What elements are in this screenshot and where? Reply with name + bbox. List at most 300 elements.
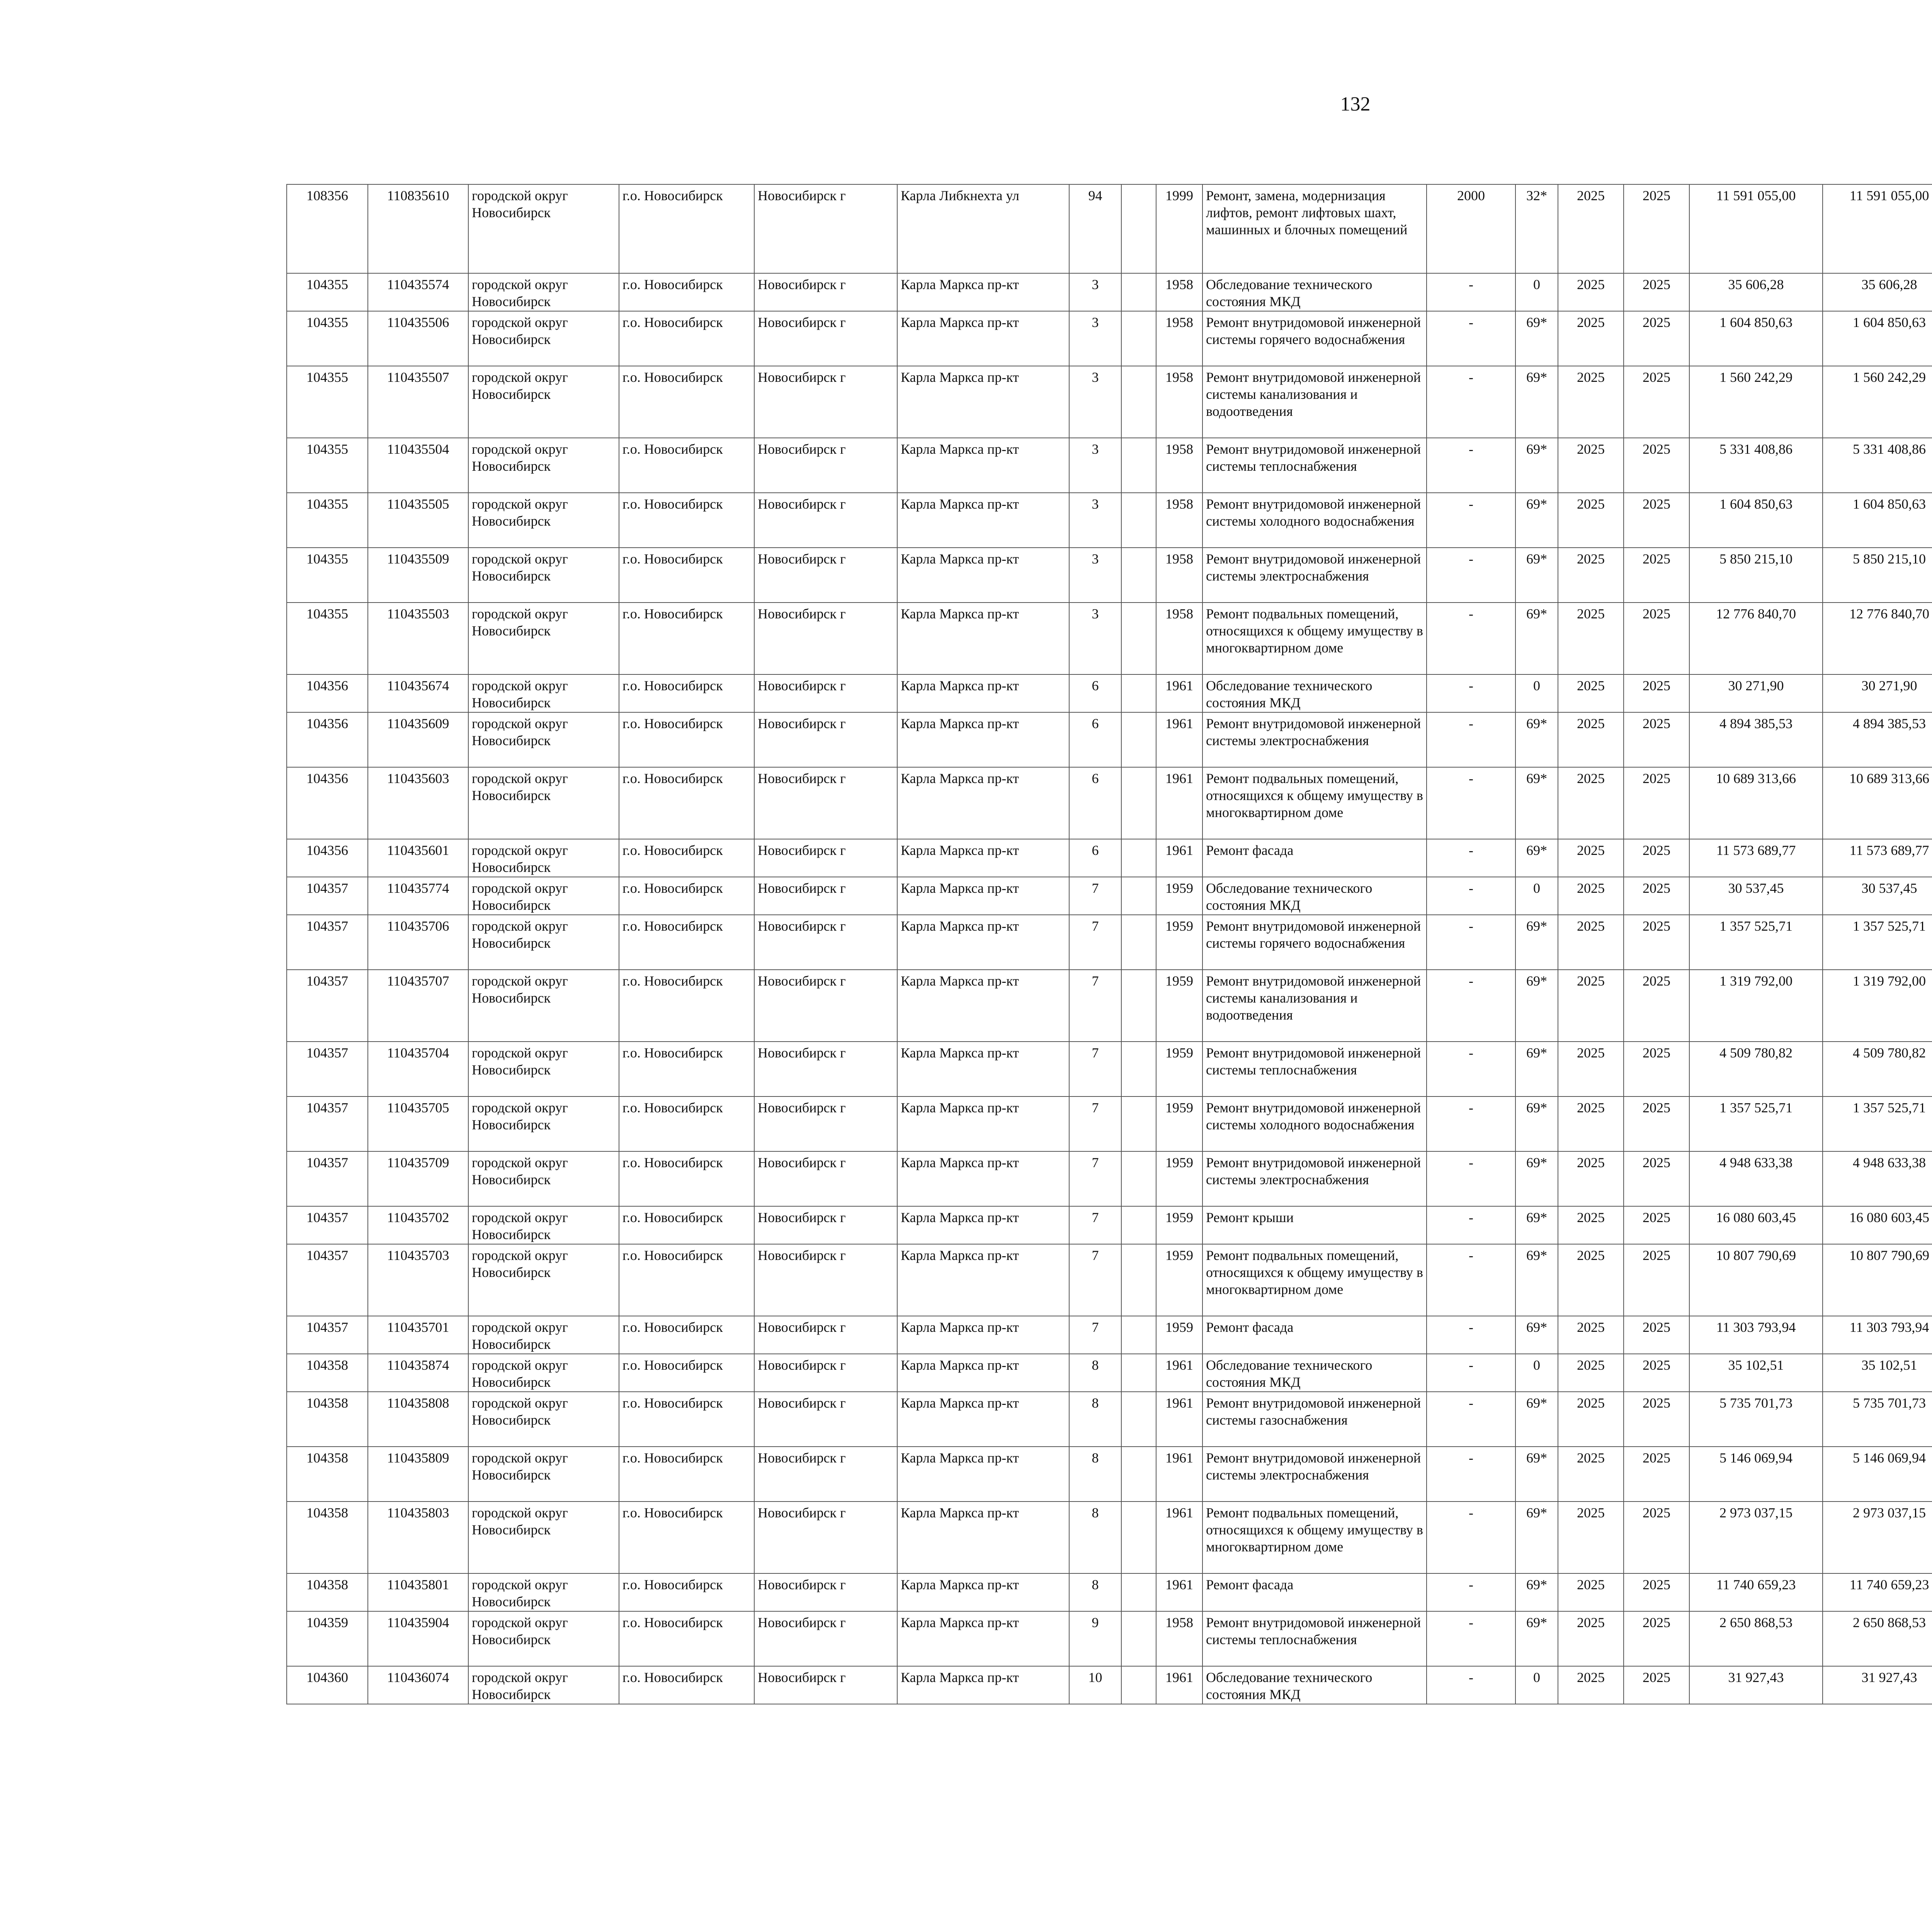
block-cell (1121, 184, 1156, 273)
total-cost-cell: 1 604 850,63 (1689, 311, 1823, 366)
plan-year-to-cell: 2025 (1624, 839, 1689, 877)
wear-percent-cell: 69* (1515, 970, 1558, 1042)
municipality-cell: городской округ Новосибирск (468, 1096, 619, 1151)
house-number-cell: 7 (1069, 915, 1121, 970)
fund-cost-cell: 10 689 313,66 (1823, 767, 1932, 839)
house-number-cell: 6 (1069, 712, 1121, 767)
city-cell: Новосибирск г (754, 839, 897, 877)
build-year-cell: 1961 (1156, 839, 1202, 877)
municipality-cell: городской округ Новосибирск (468, 273, 619, 311)
table-row (287, 1611, 1932, 1666)
work-type-cell: Ремонт внутридомовой инженерной системы холодного водоснабжения (1202, 1096, 1427, 1151)
build-year-cell: 1958 (1156, 493, 1202, 548)
house-number-cell: 7 (1069, 1151, 1121, 1206)
street-cell: Карла Маркса пр-кт (897, 311, 1069, 366)
fund-cost-cell: 30 271,90 (1823, 674, 1932, 712)
house-number-cell: 94 (1069, 184, 1121, 273)
table-row (287, 1096, 1932, 1151)
fund-cost-cell: 4 948 633,38 (1823, 1151, 1932, 1206)
plan-year-to-cell: 2025 (1624, 877, 1689, 915)
work-type-cell: Ремонт внутридомовой инженерной системы канализования и водоотведения (1202, 970, 1427, 1042)
last-repair-year-cell: - (1427, 674, 1515, 712)
last-repair-year-cell: - (1427, 493, 1515, 548)
building-id-cell: 104358 (287, 1573, 368, 1611)
work-code-cell: 110435774 (368, 877, 468, 915)
plan-year-from-cell: 2025 (1558, 877, 1624, 915)
fund-cost-cell: 4 509 780,82 (1823, 1042, 1932, 1096)
fund-cost-cell: 35 606,28 (1823, 273, 1932, 311)
work-type-cell: Ремонт внутридомовой инженерной системы электроснабжения (1202, 1447, 1427, 1502)
last-repair-year-cell: - (1427, 1244, 1515, 1316)
plan-year-to-cell: 2025 (1624, 311, 1689, 366)
house-number-cell: 7 (1069, 877, 1121, 915)
table-row (287, 915, 1932, 970)
build-year-cell: 1958 (1156, 548, 1202, 603)
total-cost-cell: 11 573 689,77 (1689, 839, 1823, 877)
total-cost-cell: 31 927,43 (1689, 1666, 1823, 1704)
district-cell: г.о. Новосибирск (619, 674, 754, 712)
total-cost-cell: 35 102,51 (1689, 1354, 1823, 1392)
building-id-cell: 104357 (287, 1244, 368, 1316)
last-repair-year-cell: - (1427, 1502, 1515, 1573)
building-id-cell: 104355 (287, 273, 368, 311)
wear-percent-cell: 69* (1515, 1392, 1558, 1447)
block-cell (1121, 493, 1156, 548)
work-code-cell: 110435504 (368, 438, 468, 493)
total-cost-cell: 35 606,28 (1689, 273, 1823, 311)
house-number-cell: 3 (1069, 311, 1121, 366)
total-cost-cell: 4 509 780,82 (1689, 1042, 1823, 1096)
build-year-cell: 1958 (1156, 311, 1202, 366)
total-cost-cell: 1 357 525,71 (1689, 915, 1823, 970)
work-type-cell: Ремонт подвальных помещений, относящихся к общему имуществу в многоквартирном доме (1202, 1244, 1427, 1316)
plan-year-from-cell: 2025 (1558, 674, 1624, 712)
municipality-cell: городской округ Новосибирск (468, 1666, 619, 1704)
fund-cost-cell: 1 357 525,71 (1823, 915, 1932, 970)
work-code-cell: 110435704 (368, 1042, 468, 1096)
building-id-cell: 104359 (287, 1611, 368, 1666)
last-repair-year-cell: - (1427, 1447, 1515, 1502)
street-cell: Карла Маркса пр-кт (897, 1354, 1069, 1392)
build-year-cell: 1999 (1156, 184, 1202, 273)
house-number-cell: 8 (1069, 1447, 1121, 1502)
city-cell: Новосибирск г (754, 970, 897, 1042)
fund-cost-cell: 5 735 701,73 (1823, 1392, 1932, 1447)
district-cell: г.о. Новосибирск (619, 1096, 754, 1151)
city-cell: Новосибирск г (754, 674, 897, 712)
work-code-cell: 110435808 (368, 1392, 468, 1447)
street-cell: Карла Маркса пр-кт (897, 712, 1069, 767)
work-code-cell: 110435505 (368, 493, 468, 548)
city-cell: Новосибирск г (754, 877, 897, 915)
wear-percent-cell: 69* (1515, 767, 1558, 839)
house-number-cell: 3 (1069, 493, 1121, 548)
work-type-cell: Ремонт внутридомовой инженерной системы электроснабжения (1202, 712, 1427, 767)
work-type-cell: Ремонт внутридомовой инженерной системы теплоснабжения (1202, 438, 1427, 493)
block-cell (1121, 311, 1156, 366)
house-number-cell: 6 (1069, 674, 1121, 712)
municipality-cell: городской округ Новосибирск (468, 438, 619, 493)
work-code-cell: 110436074 (368, 1666, 468, 1704)
municipality-cell: городской округ Новосибирск (468, 767, 619, 839)
block-cell (1121, 1666, 1156, 1704)
city-cell: Новосибирск г (754, 1666, 897, 1704)
table-row (287, 1354, 1932, 1392)
block-cell (1121, 1502, 1156, 1573)
plan-year-to-cell: 2025 (1624, 1447, 1689, 1502)
work-type-cell: Ремонт внутридомовой инженерной системы электроснабжения (1202, 548, 1427, 603)
work-type-cell: Обследование технического состояния МКД (1202, 674, 1427, 712)
house-number-cell: 8 (1069, 1502, 1121, 1573)
street-cell: Карла Маркса пр-кт (897, 1042, 1069, 1096)
build-year-cell: 1959 (1156, 1206, 1202, 1244)
plan-year-from-cell: 2025 (1558, 1316, 1624, 1354)
block-cell (1121, 1447, 1156, 1502)
district-cell: г.о. Новосибирск (619, 1447, 754, 1502)
build-year-cell: 1959 (1156, 970, 1202, 1042)
district-cell: г.о. Новосибирск (619, 767, 754, 839)
street-cell: Карла Маркса пр-кт (897, 1151, 1069, 1206)
building-id-cell: 104358 (287, 1354, 368, 1392)
plan-year-from-cell: 2025 (1558, 273, 1624, 311)
work-code-cell: 110835610 (368, 184, 468, 273)
wear-percent-cell: 69* (1515, 548, 1558, 603)
municipality-cell: городской округ Новосибирск (468, 1151, 619, 1206)
block-cell (1121, 1392, 1156, 1447)
table-row (287, 1666, 1932, 1704)
wear-percent-cell: 0 (1515, 273, 1558, 311)
total-cost-cell: 30 271,90 (1689, 674, 1823, 712)
fund-cost-cell: 1 319 792,00 (1823, 970, 1932, 1042)
wear-percent-cell: 32* (1515, 184, 1558, 273)
work-code-cell: 110435702 (368, 1206, 468, 1244)
building-id-cell: 104356 (287, 839, 368, 877)
total-cost-cell: 11 591 055,00 (1689, 184, 1823, 273)
work-code-cell: 110435706 (368, 915, 468, 970)
plan-year-from-cell: 2025 (1558, 1206, 1624, 1244)
total-cost-cell: 5 146 069,94 (1689, 1447, 1823, 1502)
block-cell (1121, 603, 1156, 674)
building-id-cell: 104355 (287, 438, 368, 493)
street-cell: Карла Либкнехта ул (897, 184, 1069, 273)
fund-cost-cell: 16 080 603,45 (1823, 1206, 1932, 1244)
work-code-cell: 110435874 (368, 1354, 468, 1392)
work-type-cell: Ремонт фасада (1202, 839, 1427, 877)
build-year-cell: 1959 (1156, 1151, 1202, 1206)
work-code-cell: 110435674 (368, 674, 468, 712)
fund-cost-cell: 1 604 850,63 (1823, 493, 1932, 548)
municipality-cell: городской округ Новосибирск (468, 970, 619, 1042)
plan-year-to-cell: 2025 (1624, 915, 1689, 970)
street-cell: Карла Маркса пр-кт (897, 674, 1069, 712)
district-cell: г.о. Новосибирск (619, 1573, 754, 1611)
fund-cost-cell: 11 573 689,77 (1823, 839, 1932, 877)
building-id-cell: 104355 (287, 493, 368, 548)
building-id-cell: 104357 (287, 1042, 368, 1096)
table-row (287, 1316, 1932, 1354)
fund-cost-cell: 1 560 242,29 (1823, 366, 1932, 438)
plan-year-to-cell: 2025 (1624, 970, 1689, 1042)
build-year-cell: 1958 (1156, 1611, 1202, 1666)
build-year-cell: 1961 (1156, 1666, 1202, 1704)
last-repair-year-cell: - (1427, 1573, 1515, 1611)
wear-percent-cell: 69* (1515, 1151, 1558, 1206)
municipality-cell: городской округ Новосибирск (468, 1392, 619, 1447)
building-id-cell: 104356 (287, 674, 368, 712)
district-cell: г.о. Новосибирск (619, 1206, 754, 1244)
work-type-cell: Ремонт подвальных помещений, относящихся к общему имуществу в многоквартирном доме (1202, 603, 1427, 674)
street-cell: Карла Маркса пр-кт (897, 1666, 1069, 1704)
table-row (287, 767, 1932, 839)
work-code-cell: 110435609 (368, 712, 468, 767)
municipality-cell: городской округ Новосибирск (468, 1354, 619, 1392)
city-cell: Новосибирск г (754, 1096, 897, 1151)
table-row (287, 1151, 1932, 1206)
plan-year-to-cell: 2025 (1624, 1354, 1689, 1392)
block-cell (1121, 1244, 1156, 1316)
work-code-cell: 110435803 (368, 1502, 468, 1573)
house-number-cell: 3 (1069, 366, 1121, 438)
municipality-cell: городской округ Новосибирск (468, 1206, 619, 1244)
block-cell (1121, 877, 1156, 915)
last-repair-year-cell: - (1427, 548, 1515, 603)
city-cell: Новосибирск г (754, 493, 897, 548)
last-repair-year-cell: 2000 (1427, 184, 1515, 273)
build-year-cell: 1959 (1156, 1244, 1202, 1316)
fund-cost-cell: 10 807 790,69 (1823, 1244, 1932, 1316)
build-year-cell: 1961 (1156, 1502, 1202, 1573)
table-row (287, 311, 1932, 366)
work-code-cell: 110435509 (368, 548, 468, 603)
city-cell: Новосибирск г (754, 1502, 897, 1573)
block-cell (1121, 438, 1156, 493)
plan-year-to-cell: 2025 (1624, 438, 1689, 493)
city-cell: Новосибирск г (754, 1447, 897, 1502)
last-repair-year-cell: - (1427, 438, 1515, 493)
wear-percent-cell: 69* (1515, 1447, 1558, 1502)
district-cell: г.о. Новосибирск (619, 548, 754, 603)
block-cell (1121, 1096, 1156, 1151)
house-number-cell: 7 (1069, 1244, 1121, 1316)
work-code-cell: 110435703 (368, 1244, 468, 1316)
block-cell (1121, 366, 1156, 438)
municipality-cell: городской округ Новосибирск (468, 366, 619, 438)
city-cell: Новосибирск г (754, 1611, 897, 1666)
block-cell (1121, 674, 1156, 712)
city-cell: Новосибирск г (754, 1316, 897, 1354)
block-cell (1121, 712, 1156, 767)
work-code-cell: 110435574 (368, 273, 468, 311)
last-repair-year-cell: - (1427, 1392, 1515, 1447)
total-cost-cell: 2 973 037,15 (1689, 1502, 1823, 1573)
last-repair-year-cell: - (1427, 839, 1515, 877)
total-cost-cell: 11 303 793,94 (1689, 1316, 1823, 1354)
total-cost-cell: 1 560 242,29 (1689, 366, 1823, 438)
wear-percent-cell: 69* (1515, 603, 1558, 674)
plan-year-to-cell: 2025 (1624, 366, 1689, 438)
block-cell (1121, 839, 1156, 877)
building-id-cell: 104356 (287, 767, 368, 839)
municipality-cell: городской округ Новосибирск (468, 311, 619, 366)
table-row (287, 493, 1932, 548)
municipality-cell: городской округ Новосибирск (468, 674, 619, 712)
wear-percent-cell: 69* (1515, 839, 1558, 877)
total-cost-cell: 10 807 790,69 (1689, 1244, 1823, 1316)
page-number: 132 (1340, 93, 1371, 115)
plan-year-from-cell: 2025 (1558, 1502, 1624, 1573)
street-cell: Карла Маркса пр-кт (897, 1096, 1069, 1151)
plan-year-to-cell: 2025 (1624, 674, 1689, 712)
block-cell (1121, 767, 1156, 839)
street-cell: Карла Маркса пр-кт (897, 1206, 1069, 1244)
plan-year-from-cell: 2025 (1558, 1244, 1624, 1316)
house-number-cell: 9 (1069, 1611, 1121, 1666)
work-type-cell: Обследование технического состояния МКД (1202, 273, 1427, 311)
city-cell: Новосибирск г (754, 767, 897, 839)
house-number-cell: 10 (1069, 1666, 1121, 1704)
last-repair-year-cell: - (1427, 1354, 1515, 1392)
plan-year-to-cell: 2025 (1624, 184, 1689, 273)
wear-percent-cell: 69* (1515, 311, 1558, 366)
plan-year-from-cell: 2025 (1558, 366, 1624, 438)
house-number-cell: 8 (1069, 1573, 1121, 1611)
total-cost-cell: 1 319 792,00 (1689, 970, 1823, 1042)
last-repair-year-cell: - (1427, 603, 1515, 674)
district-cell: г.о. Новосибирск (619, 970, 754, 1042)
wear-percent-cell: 69* (1515, 438, 1558, 493)
street-cell: Карла Маркса пр-кт (897, 1244, 1069, 1316)
wear-percent-cell: 0 (1515, 877, 1558, 915)
block-cell (1121, 548, 1156, 603)
district-cell: г.о. Новосибирск (619, 915, 754, 970)
work-type-cell: Ремонт внутридомовой инженерной системы горячего водоснабжения (1202, 915, 1427, 970)
fund-cost-cell: 11 740 659,23 (1823, 1573, 1932, 1611)
work-type-cell: Ремонт внутридомовой инженерной системы газоснабжения (1202, 1392, 1427, 1447)
total-cost-cell: 2 650 868,53 (1689, 1611, 1823, 1666)
fund-cost-cell: 31 927,43 (1823, 1666, 1932, 1704)
repair-program-table-container (286, 184, 1932, 1704)
district-cell: г.о. Новосибирск (619, 1611, 754, 1666)
fund-cost-cell: 12 776 840,70 (1823, 603, 1932, 674)
fund-cost-cell: 35 102,51 (1823, 1354, 1932, 1392)
municipality-cell: городской округ Новосибирск (468, 1316, 619, 1354)
district-cell: г.о. Новосибирск (619, 493, 754, 548)
plan-year-to-cell: 2025 (1624, 1151, 1689, 1206)
plan-year-from-cell: 2025 (1558, 311, 1624, 366)
house-number-cell: 7 (1069, 1206, 1121, 1244)
work-type-cell: Ремонт фасада (1202, 1573, 1427, 1611)
fund-cost-cell: 1 604 850,63 (1823, 311, 1932, 366)
table-row (287, 1206, 1932, 1244)
work-type-cell: Обследование технического состояния МКД (1202, 1666, 1427, 1704)
plan-year-from-cell: 2025 (1558, 184, 1624, 273)
building-id-cell: 104357 (287, 970, 368, 1042)
building-id-cell: 104360 (287, 1666, 368, 1704)
plan-year-to-cell: 2025 (1624, 1206, 1689, 1244)
city-cell: Новосибирск г (754, 311, 897, 366)
table-row (287, 839, 1932, 877)
total-cost-cell: 11 740 659,23 (1689, 1573, 1823, 1611)
total-cost-cell: 4 894 385,53 (1689, 712, 1823, 767)
wear-percent-cell: 69* (1515, 493, 1558, 548)
work-code-cell: 110435507 (368, 366, 468, 438)
plan-year-from-cell: 2025 (1558, 1573, 1624, 1611)
house-number-cell: 6 (1069, 767, 1121, 839)
building-id-cell: 104355 (287, 366, 368, 438)
wear-percent-cell: 0 (1515, 1666, 1558, 1704)
plan-year-from-cell: 2025 (1558, 712, 1624, 767)
table-row (287, 1502, 1932, 1573)
work-type-cell: Ремонт внутридомовой инженерной системы канализования и водоотведения (1202, 366, 1427, 438)
plan-year-from-cell: 2025 (1558, 1392, 1624, 1447)
plan-year-to-cell: 2025 (1624, 1042, 1689, 1096)
municipality-cell: городской округ Новосибирск (468, 1244, 619, 1316)
district-cell: г.о. Новосибирск (619, 1392, 754, 1447)
building-id-cell: 104357 (287, 1096, 368, 1151)
house-number-cell: 7 (1069, 1316, 1121, 1354)
city-cell: Новосибирск г (754, 1244, 897, 1316)
build-year-cell: 1959 (1156, 877, 1202, 915)
repair-program-table (286, 184, 1932, 1704)
district-cell: г.о. Новосибирск (619, 603, 754, 674)
table-row (287, 1573, 1932, 1611)
build-year-cell: 1961 (1156, 1447, 1202, 1502)
work-type-cell: Ремонт фасада (1202, 1316, 1427, 1354)
street-cell: Карла Маркса пр-кт (897, 839, 1069, 877)
table-row (287, 438, 1932, 493)
fund-cost-cell: 5 850 215,10 (1823, 548, 1932, 603)
wear-percent-cell: 69* (1515, 366, 1558, 438)
block-cell (1121, 1354, 1156, 1392)
street-cell: Карла Маркса пр-кт (897, 1447, 1069, 1502)
work-type-cell: Ремонт внутридомовой инженерной системы холодного водоснабжения (1202, 493, 1427, 548)
work-code-cell: 110435705 (368, 1096, 468, 1151)
build-year-cell: 1958 (1156, 603, 1202, 674)
total-cost-cell: 4 948 633,38 (1689, 1151, 1823, 1206)
house-number-cell: 8 (1069, 1354, 1121, 1392)
wear-percent-cell: 69* (1515, 1611, 1558, 1666)
plan-year-from-cell: 2025 (1558, 970, 1624, 1042)
wear-percent-cell: 0 (1515, 674, 1558, 712)
work-code-cell: 110435603 (368, 767, 468, 839)
city-cell: Новосибирск г (754, 1206, 897, 1244)
city-cell: Новосибирск г (754, 1573, 897, 1611)
block-cell (1121, 970, 1156, 1042)
build-year-cell: 1961 (1156, 1573, 1202, 1611)
district-cell: г.о. Новосибирск (619, 438, 754, 493)
plan-year-to-cell: 2025 (1624, 1573, 1689, 1611)
building-id-cell: 104355 (287, 603, 368, 674)
district-cell: г.о. Новосибирск (619, 877, 754, 915)
plan-year-to-cell: 2025 (1624, 493, 1689, 548)
building-id-cell: 104357 (287, 1151, 368, 1206)
district-cell: г.о. Новосибирск (619, 366, 754, 438)
work-type-cell: Ремонт внутридомовой инженерной системы теплоснабжения (1202, 1042, 1427, 1096)
building-id-cell: 104358 (287, 1447, 368, 1502)
work-type-cell: Ремонт внутридомовой инженерной системы электроснабжения (1202, 1151, 1427, 1206)
build-year-cell: 1961 (1156, 1354, 1202, 1392)
city-cell: Новосибирск г (754, 273, 897, 311)
last-repair-year-cell: - (1427, 366, 1515, 438)
plan-year-from-cell: 2025 (1558, 767, 1624, 839)
house-number-cell: 3 (1069, 438, 1121, 493)
district-cell: г.о. Новосибирск (619, 184, 754, 273)
street-cell: Карла Маркса пр-кт (897, 273, 1069, 311)
municipality-cell: городской округ Новосибирск (468, 915, 619, 970)
total-cost-cell: 16 080 603,45 (1689, 1206, 1823, 1244)
wear-percent-cell: 69* (1515, 1042, 1558, 1096)
work-type-cell: Ремонт крыши (1202, 1206, 1427, 1244)
